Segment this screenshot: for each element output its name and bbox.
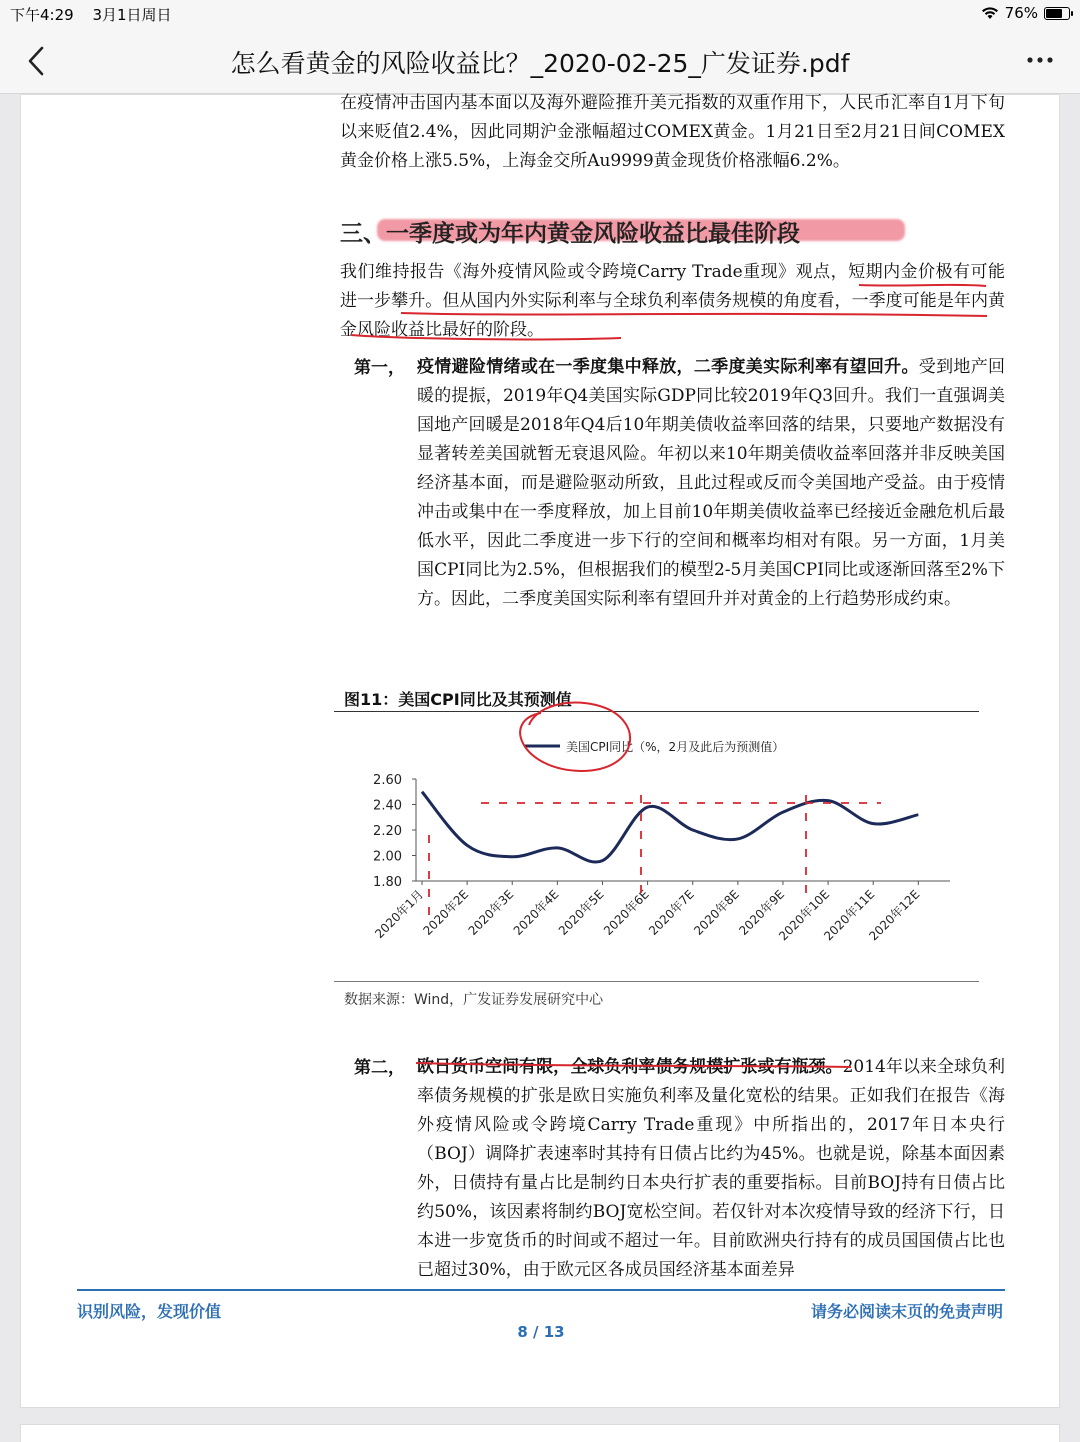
item1-bold: 疫情避险情绪或在一季度集中释放，二季度美实际利率有望回升。 <box>417 357 919 377</box>
section-paragraph: 我们维持报告《海外疫情风险或令跨境Carry Trade重现》观点，短期内金价极有可能进一步攀升。但从国内外实际利率与全球负利率债务规模的角度看，一季度可能是年内黄金风险收益比最好的阶段。 <box>340 262 1005 340</box>
more-options-icon[interactable] <box>1026 52 1054 68</box>
x-tick-label: 2020年2E <box>420 887 472 938</box>
x-tick-label: 2020年10E <box>776 887 833 944</box>
wifi-icon <box>981 6 999 20</box>
x-tick-label: 2020年9E <box>736 887 788 938</box>
y-tick-label: 2.00 <box>373 849 402 865</box>
status-time: 下午4:29 <box>10 6 74 24</box>
figure-source: 数据来源：Wind，广发证券发展研究中心 <box>344 992 604 1008</box>
pdf-page[interactable] <box>20 94 1060 1408</box>
document-title: 怎么看黄金的风险收益比？_2020-02-25_广发证券.pdf <box>230 49 850 78</box>
y-tick-label: 2.60 <box>373 773 402 788</box>
battery-percent: 76% <box>1004 4 1038 22</box>
page-number: 8 / 13 <box>517 1323 565 1341</box>
section-heading: 三、一季度或为年内黄金风险收益比最佳阶段 <box>340 220 800 247</box>
item1-label: 第一， <box>354 358 405 378</box>
back-chevron-icon[interactable] <box>22 44 52 78</box>
status-date: 3月1日周日 <box>92 6 172 24</box>
x-tick-label: 2020年4E <box>510 887 562 938</box>
footer-rule <box>77 1289 1005 1291</box>
intro-paragraph: 在疫情冲击国内基本面以及海外避险推升美元指数的双重作用下，人民币汇率自1月下旬以来贬值2.4%，因此同期沪金涨幅超过COMEX黄金。1月21日至2月21日间COMEX黄金价格上涨5.5%，上海金交所Au9999黄金现货价格涨幅6.2%。 <box>340 93 1005 171</box>
x-tick-label: 2020年6E <box>600 887 652 938</box>
x-tick-label: 2020年1月 <box>372 887 427 942</box>
status-bar <box>0 0 1080 28</box>
figure-top-rule <box>334 711 979 712</box>
y-tick-label: 2.40 <box>373 798 402 814</box>
cpi-series-line <box>422 792 918 862</box>
item2-text: 2014年以来全球负利率债务规模的扩张是欧日实施负利率及量化宽松的结果。正如我们在报告《海外疫情风险或令跨境Carry Trade重现》中所指出的，2017年日本央行（BOJ）调降扩表速率时其持有日债占比约为45%。也就是说，除基本面因素外，日债持有量占比是制约日本央行扩表的重要指标。目前BOJ持有日债占比约50%，该因素将制约BOJ宽松空间。若仅针对本次疫情导致的经济下行，日本进一步宽货币的时间或不超过一年。目前欧洲央行持有的成员国国债占比也已超过30%，由于欧元区各成员国经济基本面差异 <box>417 1057 1006 1280</box>
figure-title: 图11：美国CPI同比及其预测值 <box>344 690 572 709</box>
item1-body <box>417 353 1005 614</box>
x-tick-label: 2020年12E <box>866 887 923 944</box>
cpi-line-chart <box>334 715 979 977</box>
footer-disclaimer[interactable]: 请务必阅读末页的免责声明 <box>810 1302 1003 1321</box>
nav-bar <box>0 28 1080 94</box>
item2-body <box>417 1053 1005 1285</box>
y-tick-label: 1.80 <box>373 875 402 890</box>
x-tick-label: 2020年7E <box>646 887 697 938</box>
x-tick-label: 2020年8E <box>691 887 742 938</box>
y-tick-label: 2.20 <box>373 824 402 839</box>
x-tick-label: 2020年3E <box>465 887 517 938</box>
next-pdf-page[interactable] <box>20 1424 1060 1442</box>
figure-bottom-rule <box>334 981 979 982</box>
x-tick-label: 2020年11E <box>821 887 878 944</box>
battery-icon <box>1044 7 1070 20</box>
footer-slogan: 识别风险，发现价值 <box>77 1302 222 1321</box>
item2-bold: 欧日货币空间有限，全球负利率债务规模扩张或有瓶颈。 <box>417 1057 843 1077</box>
item2-label: 第二， <box>354 1058 405 1078</box>
legend-label: 美国CPI同比（%，2月及此后为预测值） <box>566 740 785 754</box>
item1-text: 受到地产回暖的提振，2019年Q4美国实际GDP同比较2019年Q3回升。我们一直强调美国地产回暖是2018年Q4后10年期美债收益率回落的结果，只要地产数据没有显著转差美国就暂无衰退风险。年初以来10年期美债收益率回落并非反映美国经济基本面，而是避险驱动所致，且此过程或反而令美国地产受益。由于疫情冲击或集中在一季度释放，加上目前10年期美债收益率已经接近金融危机后最低水平，因此二季度进一步下行的空间和概率均相对有限。另一方面，1月美国CPI同比为2.5%，但根据我们的模型2-5月美国CPI同比或逐渐回落至2%下方。因此，二季度美国实际利率有望回升并对黄金的上行趋势形成约束。 <box>417 357 1006 609</box>
x-tick-label: 2020年5E <box>555 887 607 938</box>
